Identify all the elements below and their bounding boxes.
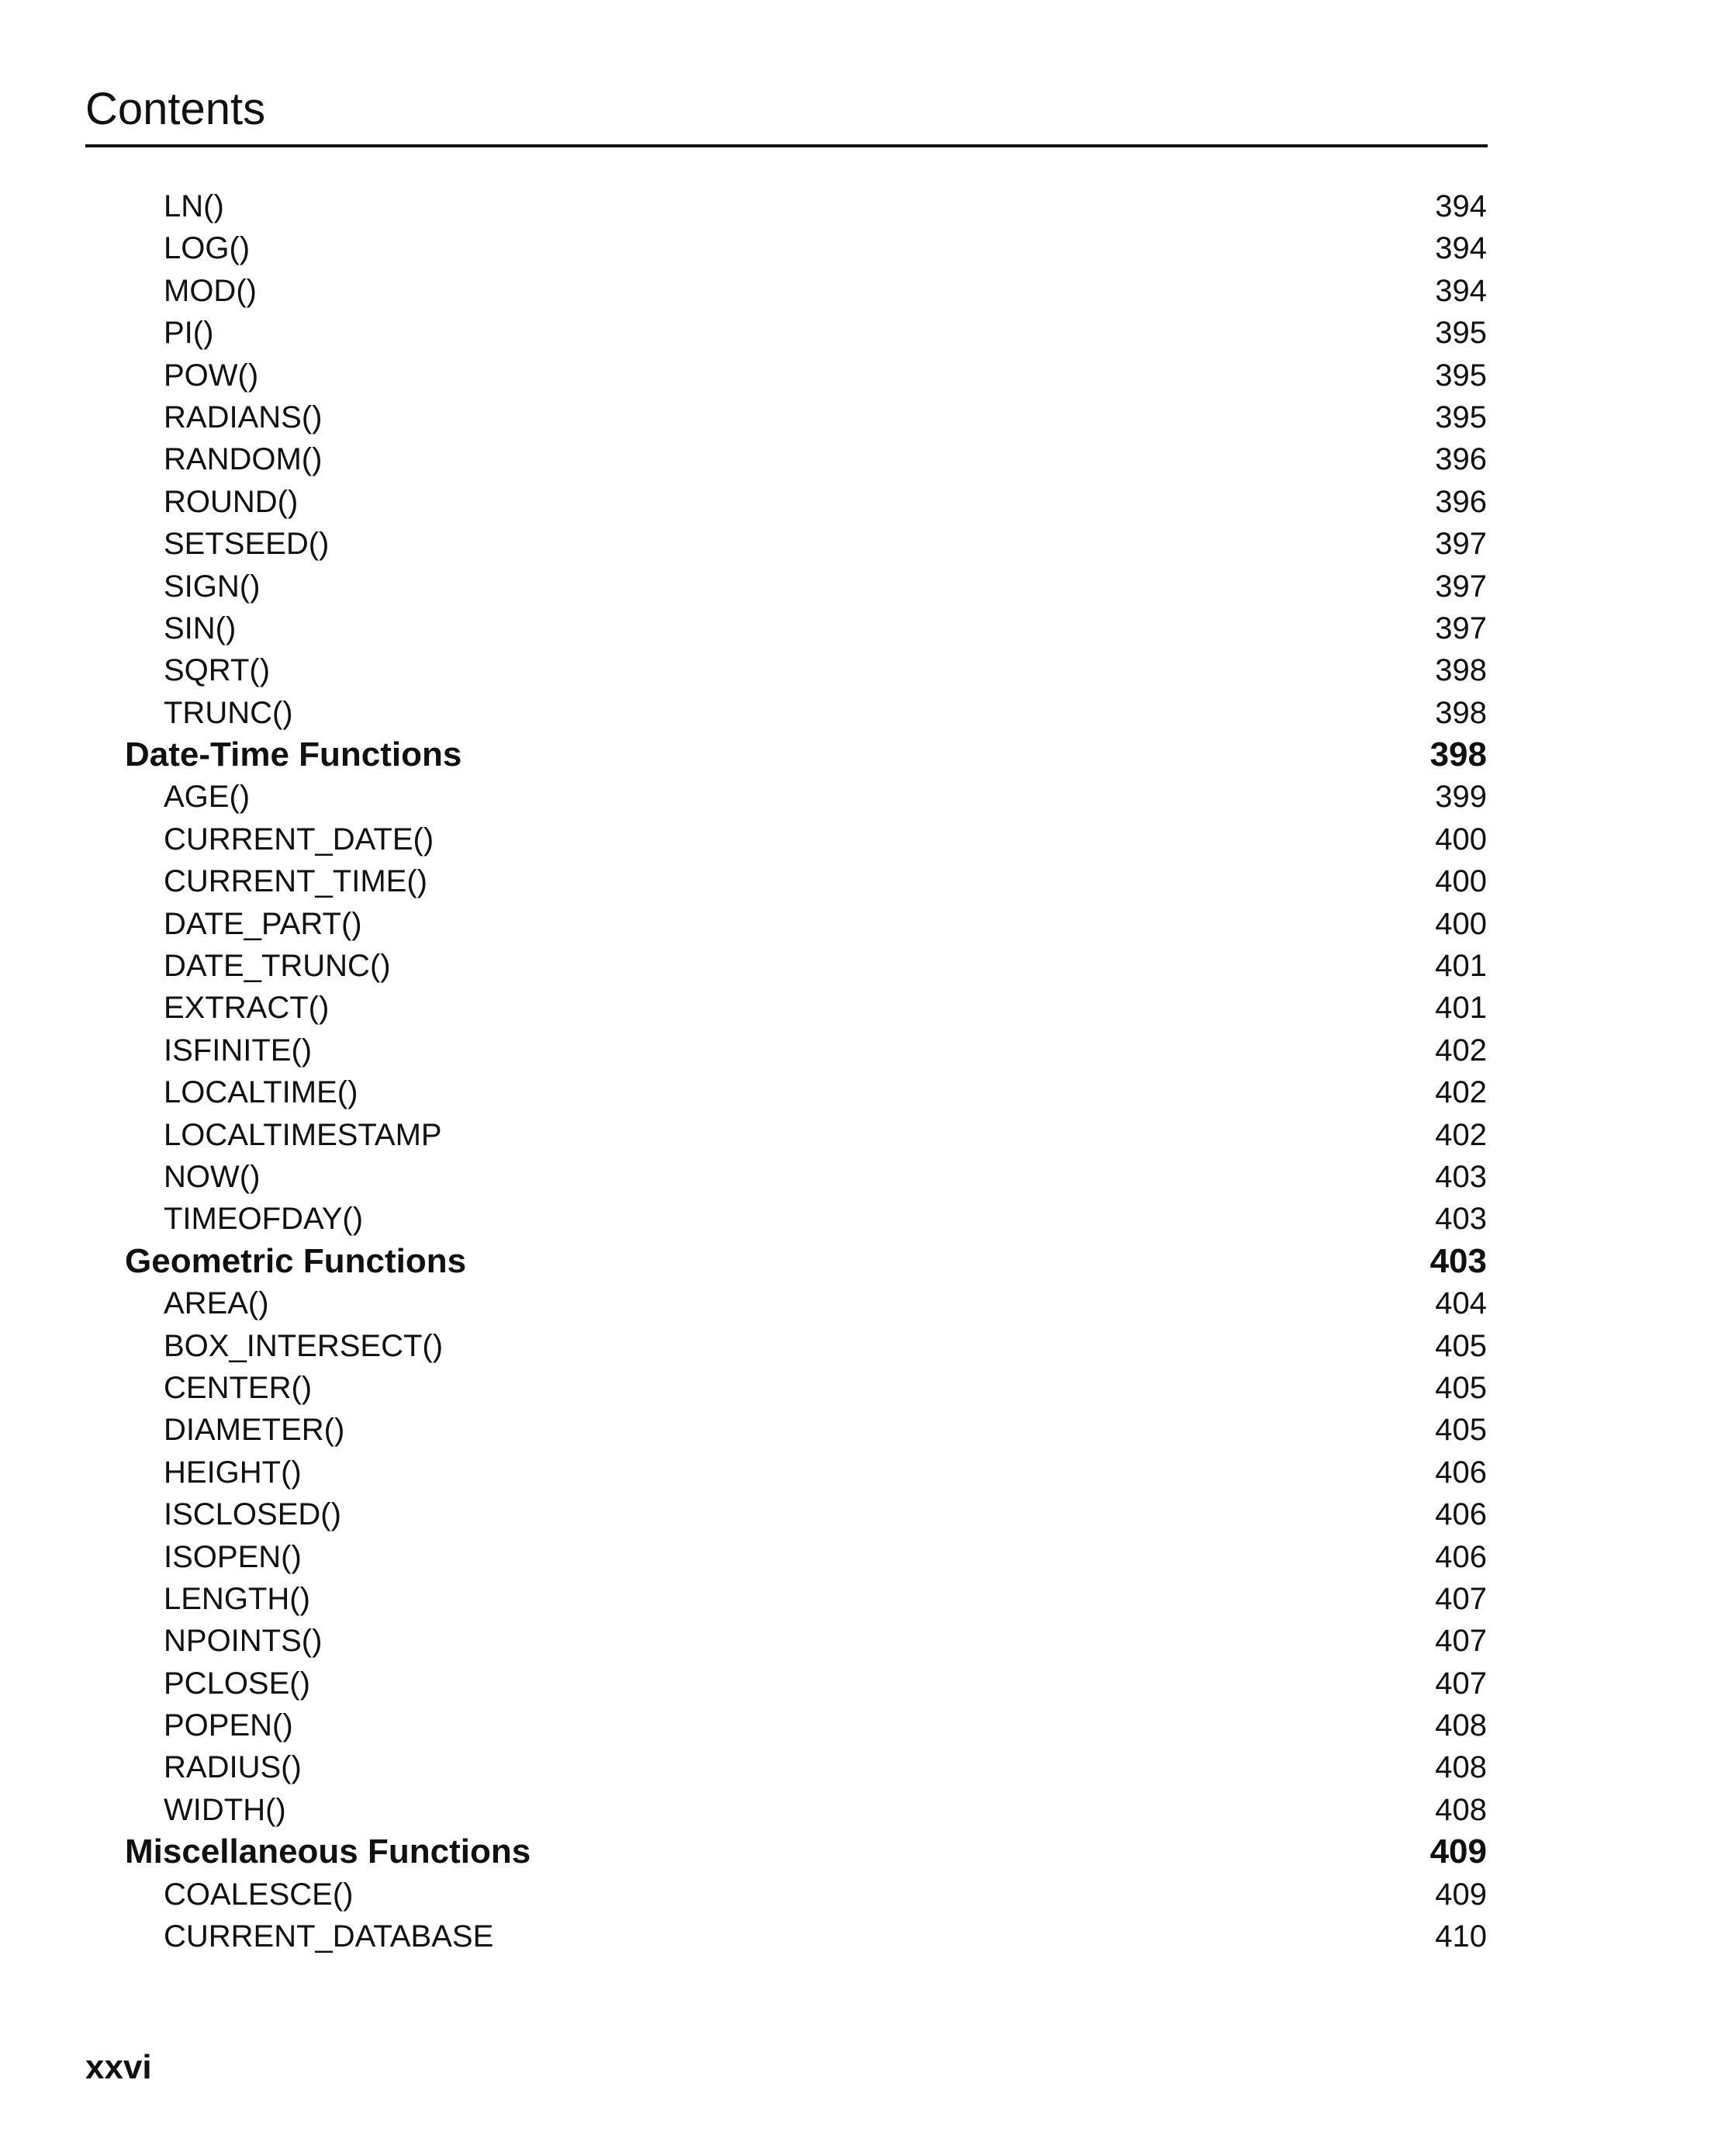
- toc-entry-page: 407: [1435, 1581, 1487, 1616]
- toc-entry-page: 403: [1435, 1159, 1487, 1194]
- toc-entry-page: 406: [1435, 1539, 1487, 1574]
- toc-entry-page: 398: [1435, 653, 1487, 688]
- toc-entry-page: 405: [1435, 1370, 1487, 1405]
- toc-entry-title: LN(): [164, 189, 224, 223]
- toc-entry-title: LOCALTIME(): [164, 1075, 358, 1110]
- toc-entry-title: POPEN(): [164, 1708, 293, 1743]
- toc-entry-title: SIN(): [164, 611, 237, 645]
- toc-entry-title: AGE(): [164, 780, 251, 815]
- toc-entry-title: EXTRACT(): [164, 991, 330, 1026]
- toc-entry-title: POW(): [164, 358, 259, 393]
- toc-entry: [0, 1620, 1718, 1662]
- toc-entry-page: 399: [1435, 780, 1487, 815]
- toc-entry-page: 401: [1435, 991, 1487, 1026]
- toc-entry-page: 405: [1435, 1413, 1487, 1448]
- toc-entry: [0, 566, 1718, 607]
- toc-entry-title: BOX_INTERSECT(): [164, 1328, 444, 1363]
- toc-entry-page: 401: [1435, 949, 1487, 984]
- toc-entry-title: CURRENT_DATE(): [164, 822, 434, 857]
- toc-entry-title: MOD(): [164, 273, 257, 308]
- toc-entry-page: 406: [1435, 1497, 1487, 1532]
- toc-entry-title: SQRT(): [164, 653, 271, 688]
- toc-section-page: 398: [1429, 735, 1487, 774]
- toc-entry-page: 402: [1435, 1075, 1487, 1110]
- toc-entry: [0, 776, 1718, 818]
- toc-entry: [0, 945, 1718, 987]
- toc-entry: [0, 692, 1718, 734]
- toc-entry-title: RANDOM(): [164, 442, 323, 477]
- toc-entry: [0, 1493, 1718, 1535]
- toc-entry: [0, 227, 1718, 269]
- toc-entry: [0, 523, 1718, 565]
- toc-entry-title: CURRENT_TIME(): [164, 864, 427, 899]
- toc-entry: [0, 438, 1718, 480]
- toc-entry-title: COALESCE(): [164, 1877, 354, 1912]
- toc-section-entry: [0, 1241, 1718, 1282]
- toc-entry: [0, 396, 1718, 438]
- toc-entry-title: NOW(): [164, 1159, 261, 1194]
- toc-entry: [0, 860, 1718, 902]
- toc-entry: [0, 1452, 1718, 1493]
- toc-entry-title: TIMEOFDAY(): [164, 1202, 364, 1237]
- header-rule: [85, 144, 1488, 147]
- toc-entry-page: 408: [1435, 1792, 1487, 1827]
- toc-section-entry: [0, 734, 1718, 776]
- toc-entry: [0, 1114, 1718, 1156]
- toc-entry: [0, 903, 1718, 945]
- toc-entry-page: 397: [1435, 527, 1487, 562]
- toc-entry: [0, 312, 1718, 354]
- toc-entry: [0, 1030, 1718, 1071]
- table-of-contents: [0, 185, 1718, 1957]
- toc-section-title: Geometric Functions: [125, 1241, 467, 1280]
- toc-entry-title: ROUND(): [164, 484, 299, 519]
- toc-entry-title: LOCALTIMESTAMP: [164, 1117, 442, 1152]
- toc-section-title: Date-Time Functions: [125, 735, 462, 774]
- toc-entry: [0, 1789, 1718, 1831]
- running-head-title: Contents: [85, 84, 266, 134]
- toc-entry: [0, 1915, 1718, 1957]
- toc-entry-title: CENTER(): [164, 1370, 313, 1405]
- toc-entry-title: HEIGHT(): [164, 1455, 302, 1490]
- toc-entry-title: SIGN(): [164, 569, 261, 604]
- toc-entry-page: 394: [1435, 273, 1487, 308]
- toc-section-entry: [0, 1831, 1718, 1873]
- toc-entry-title: ISCLOSED(): [164, 1497, 341, 1532]
- toc-entry: [0, 1282, 1718, 1324]
- toc-entry-title: LOG(): [164, 231, 251, 266]
- toc-entry-title: NPOINTS(): [164, 1624, 323, 1659]
- toc-entry: [0, 1536, 1718, 1578]
- toc-entry: [0, 270, 1718, 312]
- toc-entry-title: ISFINITE(): [164, 1033, 313, 1068]
- toc-entry-page: 410: [1435, 1919, 1487, 1954]
- toc-entry-title: DIAMETER(): [164, 1413, 345, 1448]
- toc-section-title: Miscellaneous Functions: [125, 1832, 531, 1871]
- toc-entry-page: 402: [1435, 1033, 1487, 1068]
- toc-entry: [0, 1578, 1718, 1620]
- toc-entry-title: CURRENT_DATABASE: [164, 1919, 494, 1954]
- toc-entry-page: 408: [1435, 1750, 1487, 1785]
- toc-entry: [0, 1874, 1718, 1915]
- toc-entry-title: DATE_TRUNC(): [164, 949, 391, 984]
- toc-entry-page: 395: [1435, 316, 1487, 351]
- toc-entry-title: LENGTH(): [164, 1581, 310, 1616]
- toc-entry-page: 397: [1435, 569, 1487, 604]
- toc-entry-page: 394: [1435, 189, 1487, 223]
- toc-entry-page: 404: [1435, 1286, 1487, 1321]
- toc-entry: [0, 185, 1718, 227]
- toc-entry: [0, 1704, 1718, 1746]
- toc-entry-page: 396: [1435, 442, 1487, 477]
- toc-entry-page: 402: [1435, 1117, 1487, 1152]
- toc-entry-page: 405: [1435, 1328, 1487, 1363]
- toc-entry-page: 394: [1435, 231, 1487, 266]
- toc-entry: [0, 987, 1718, 1029]
- toc-entry-page: 400: [1435, 822, 1487, 857]
- toc-entry-page: 397: [1435, 611, 1487, 645]
- toc-entry: [0, 1367, 1718, 1409]
- toc-entry-page: 407: [1435, 1624, 1487, 1659]
- toc-entry: [0, 1409, 1718, 1451]
- toc-entry: [0, 1198, 1718, 1240]
- toc-entry-page: 395: [1435, 358, 1487, 393]
- toc-entry: [0, 1156, 1718, 1198]
- toc-entry-title: PCLOSE(): [164, 1666, 310, 1701]
- toc-entry: [0, 1663, 1718, 1704]
- toc-entry-page: 395: [1435, 400, 1487, 434]
- toc-entry-title: SETSEED(): [164, 527, 330, 562]
- toc-entry-page: 403: [1435, 1202, 1487, 1237]
- toc-entry-page: 400: [1435, 864, 1487, 899]
- toc-entry-title: RADIUS(): [164, 1750, 302, 1785]
- toc-entry: [0, 355, 1718, 396]
- toc-entry: [0, 818, 1718, 860]
- page-number: xxvi: [85, 2048, 152, 2086]
- toc-entry-title: PI(): [164, 316, 214, 351]
- toc-entry-page: 398: [1435, 695, 1487, 730]
- toc-entry-page: 408: [1435, 1708, 1487, 1743]
- toc-entry: [0, 1325, 1718, 1367]
- toc-entry-title: ISOPEN(): [164, 1539, 302, 1574]
- toc-entry-page: 400: [1435, 906, 1487, 941]
- toc-entry-title: WIDTH(): [164, 1792, 286, 1827]
- toc-entry: [0, 607, 1718, 649]
- toc-entry-title: TRUNC(): [164, 695, 293, 730]
- toc-entry: [0, 1746, 1718, 1788]
- toc-entry-page: 407: [1435, 1666, 1487, 1701]
- toc-entry: [0, 481, 1718, 523]
- toc-entry-title: DATE_PART(): [164, 906, 362, 941]
- toc-entry: [0, 1071, 1718, 1113]
- toc-entry: [0, 649, 1718, 691]
- toc-section-page: 403: [1429, 1241, 1487, 1280]
- toc-entry-page: 396: [1435, 484, 1487, 519]
- toc-entry-title: RADIANS(): [164, 400, 323, 434]
- toc-entry-title: AREA(): [164, 1286, 269, 1321]
- toc-entry-page: 406: [1435, 1455, 1487, 1490]
- toc-section-page: 409: [1429, 1832, 1487, 1871]
- toc-entry-page: 409: [1435, 1877, 1487, 1912]
